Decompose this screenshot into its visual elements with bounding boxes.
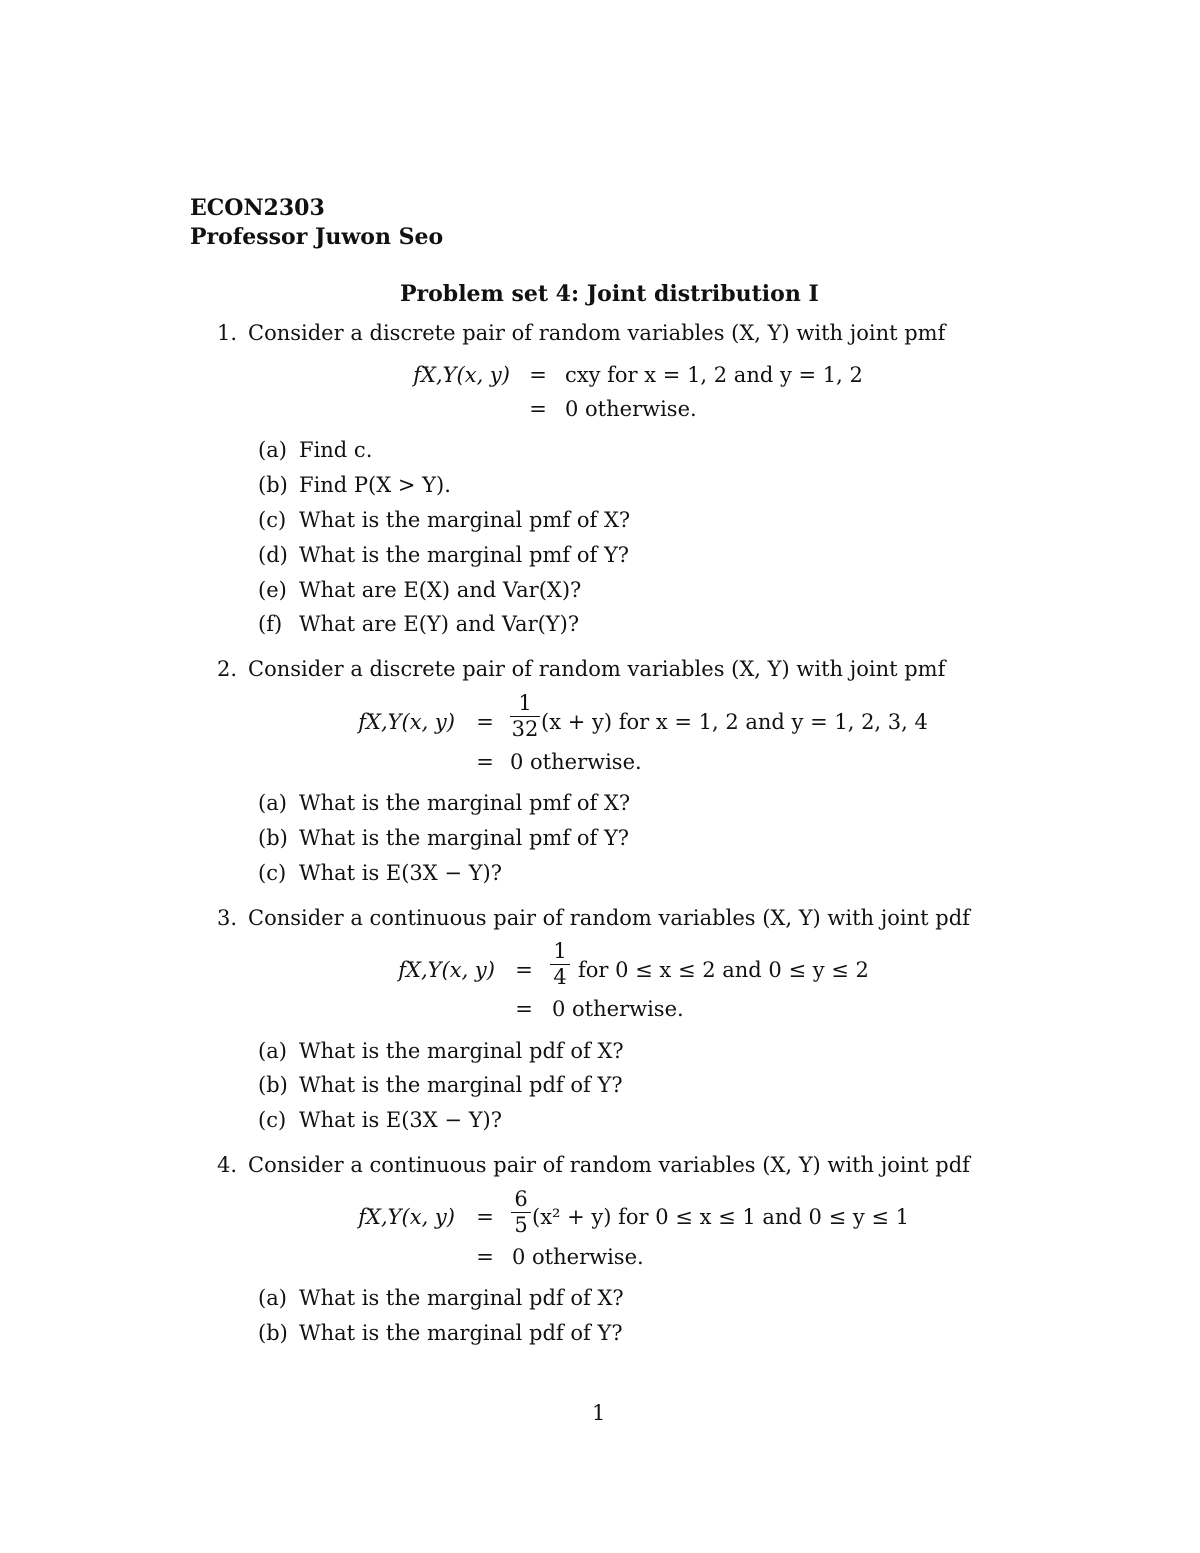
problem-intro: Consider a discrete pair of random variables (X, Y) with joint pmf: [248, 657, 946, 681]
equation-fraction: [510, 693, 540, 740]
equation-rhs: (x² + y) for 0 ≤ x ≤ 1 and 0 ≤ y ≤ 1: [532, 1205, 910, 1229]
page-title: Problem set 4: Joint distribution I: [400, 281, 819, 307]
part-text: Find c.: [299, 438, 373, 462]
equation-lhs: fX,Y(x, y): [358, 710, 455, 734]
equation-rhs: cxy for x = 1, 2 and y = 1, 2: [565, 363, 863, 387]
part-text: What is the marginal pmf of Y?: [299, 543, 630, 567]
part-text: What is E(3X − Y)?: [299, 861, 503, 885]
part-label: (a): [258, 1286, 287, 1310]
equation-lhs: fX,Y(x, y): [413, 363, 510, 387]
part-text: What is the marginal pdf of X?: [299, 1286, 624, 1310]
equation-fraction: [511, 1189, 531, 1236]
problem-intro: Consider a discrete pair of random variables (X, Y) with joint pmf: [248, 321, 946, 345]
equation-rhs: 0 otherwise.: [552, 997, 684, 1021]
equation-rhs: (x + y) for x = 1, 2 and y = 1, 2, 3, 4: [541, 710, 928, 734]
fraction-denominator: 5: [514, 1213, 528, 1237]
part-text: What is the marginal pdf of X?: [299, 1039, 624, 1063]
part-label: (c): [258, 508, 287, 532]
page-number: 1: [592, 1401, 606, 1425]
part-text: What is the marginal pdf of Y?: [299, 1073, 623, 1097]
fraction-numerator: 1: [518, 691, 532, 715]
fraction-numerator: 1: [553, 939, 567, 963]
problem-intro: Consider a continuous pair of random variables (X, Y) with joint pdf: [248, 906, 970, 930]
part-text: What are E(X) and Var(X)?: [299, 578, 582, 602]
fraction-denominator: 32: [511, 717, 539, 741]
equation-fraction: [550, 941, 570, 988]
part-text: Find P(X > Y).: [299, 473, 451, 497]
part-text: What is the marginal pmf of X?: [299, 791, 631, 815]
part-label: (e): [258, 578, 287, 602]
equation-relation: =: [476, 1245, 494, 1269]
problem-intro: Consider a continuous pair of random variables (X, Y) with joint pdf: [248, 1153, 970, 1177]
part-label: (b): [258, 1073, 288, 1097]
equation-rhs: for 0 ≤ x ≤ 2 and 0 ≤ y ≤ 2: [578, 958, 869, 982]
part-text: What is the marginal pmf of Y?: [299, 826, 630, 850]
equation-relation: =: [515, 958, 533, 982]
problem-number: 1.: [217, 321, 238, 345]
equation-rhs: 0 otherwise.: [512, 1245, 644, 1269]
part-label: (b): [258, 473, 288, 497]
equation-lhs: fX,Y(x, y): [398, 958, 495, 982]
professor-name: Professor Juwon Seo: [190, 224, 444, 250]
part-label: (f): [258, 612, 283, 636]
problem-number: 4.: [217, 1153, 238, 1177]
equation-rhs: 0 otherwise.: [510, 750, 642, 774]
problem-number: 3.: [217, 906, 238, 930]
equation-rhs: 0 otherwise.: [565, 397, 697, 421]
equation-relation: =: [476, 710, 494, 734]
problem-number: 2.: [217, 657, 238, 681]
fraction-numerator: 6: [514, 1187, 528, 1211]
equation-relation: =: [476, 750, 494, 774]
fraction-denominator: 4: [553, 965, 567, 989]
part-text: What is the marginal pdf of Y?: [299, 1321, 623, 1345]
part-label: (a): [258, 1039, 287, 1063]
equation-relation: =: [529, 397, 547, 421]
equation-relation: =: [515, 997, 533, 1021]
part-label: (d): [258, 543, 288, 567]
equation-relation: =: [476, 1205, 494, 1229]
part-label: (a): [258, 438, 287, 462]
part-label: (c): [258, 1108, 287, 1132]
part-label: (b): [258, 1321, 288, 1345]
part-text: What is E(3X − Y)?: [299, 1108, 503, 1132]
equation-lhs: fX,Y(x, y): [358, 1205, 455, 1229]
part-label: (c): [258, 861, 287, 885]
part-label: (a): [258, 791, 287, 815]
equation-relation: =: [529, 363, 547, 387]
part-text: What is the marginal pmf of X?: [299, 508, 631, 532]
part-label: (b): [258, 826, 288, 850]
course-code: ECON2303: [190, 195, 325, 221]
part-text: What are E(Y) and Var(Y)?: [299, 612, 580, 636]
